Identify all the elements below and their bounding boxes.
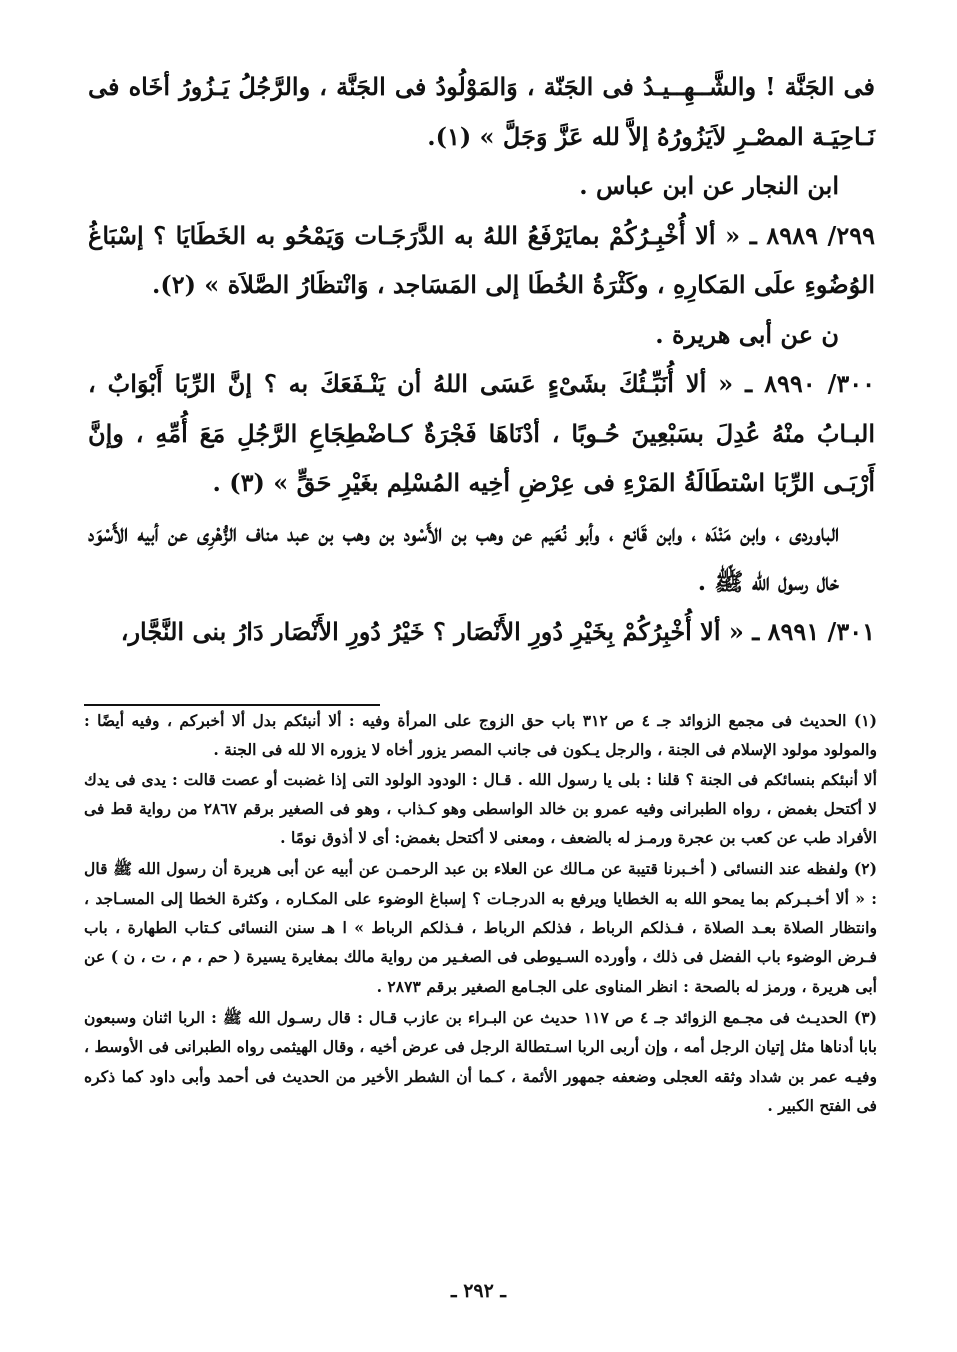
hadith-301: ٣٠١/ ٨٩٩١ ـ « ألا أُخْبِرُكُمْ بِخَيْرِ دُورِ الأَنْصَار ؟ خَيْرُ دُورِ الأَنْصَار دَارُ بنى النَّجَّار،: [120, 616, 875, 646]
footnotes: [84, 706, 877, 1122]
page-number: ـ ٢٩٢ ـ: [451, 1280, 506, 1302]
main-text: [88, 62, 875, 656]
footnote-text: ألا أنبئكم بنسائكم فى الجنة ؟ قلنا : بلى يا رسول الله . قـال : الودود الولود التى إذا غضبت أو عصت قالت : يدى فى يدك لا أكتحل بغمض ، رواه الطبرانى وفيه عمرو بن خالد الواسطى وهو كـذاب ، وهو فى الصغير برقم ٢٨٦٧ من رواية قط فى الأفراد طب عن كعب بن عجرة ورمـز له بالضعف ، ومعنى لا أكتحل بغمض: أى لا أذوق نومًا .: [84, 769, 877, 848]
hadith-source: ابن النجار عن ابن عباس .: [579, 171, 839, 200]
footnote-3: [84, 1003, 877, 1120]
hadith-source: ن عن أبى هريرة .: [655, 319, 839, 349]
footnote-2: [84, 854, 877, 1000]
hadith-299: ٢٩٩/ ٨٩٨٩ ـ « ألا أُخْبِـرُكُمْ بمايَرْفَعُ اللهُ به الدَّرَجَـات وَيَمْحُو به الخَطَايَا ؟ إسْبَاغُ الوُضُوءِ علَى المَكارِهِ ، وكَثْرَةُ الخُطَا إلى المَسَاجد ، وَانْتظَارُ الصَّلاَة » (٢).: [88, 220, 875, 299]
footnote-1: [84, 706, 877, 852]
hadith-300: ٣٠٠/ ٨٩٩٠ ـ « ألا أُنَبِّـئُكَ بشَىْءٍ عَسَى اللهُ أن يَنْـفَعَكَ به ؟ إنَّ الرِّبَا أَبْوَابٌ ، البـابُ منْهُ عُدِلَ بسَبْعِينَ حُـوبًا ، أدْنَاهَا فَجْرَةٌ كـاضْطِجَاعِ الرَّجُلِ مَعَ أُمِّهِ ، وإنَّ أَرْبَـى الرِّبَا اسْتطَالَةُ المَرْءِ فى عِرْضِ أخِيه المُسْلِم بغَيْرِ حَقٍّ » (٣) .: [88, 369, 876, 497]
hadith-source: الباوردى ، وابن مَنْدَه ، وابن قَانع ، وأبو نُعَيم عن وهب بن الأَسْود بن وهب بن عبد مناف الزُّهْرِى عن أبيه الأَسْوَد خال رسول الله ﷺ .: [88, 517, 839, 596]
hadith-continuation: فى الجَنَّة ! والشَّــهِــيـدُ فى الجَنّة ، وَالمَوْلُودُ فى الجَنَّة ، والرَّجُلُ يَـزُورُ أخَاه فى نَـاحِيَـة المصْـرِ لاَيَزُورُهُ إلاَّ لله عَزَّ وَجَلَّ » (١).: [88, 72, 875, 151]
footnote-text: (٢) ولفظه عند النسائى ( أخـبرنا قتيبة عن مـالك عن العلاء بن عبد الرحمـن عن أبيه عن أبى هريرة أن رسول الله ﷺ قال : « ألا أخـبـركم بما يمحو الله به الخطايا ويرفع به الدرجـات ؟ إسباغ الوضوء على المكـاره ، وكثرة الخطا إلى المسـاجد ، وانتظار الصلاة بعـد الصلاة ، فـذلكم الرباط ، فذلكم الرباط ، فـذلكم الرباط » ا هـ سنن النسائى كـتاب الطهارة ، باب فـرض الوضوء باب الفضل فى ذلك ، وأورده السـيوطى فى الصغـير من رواية مالك بمغايرة يسيرة ( حم ، م ، ت ، ن ) عن أبى هريرة ، ورمز له بالصحة : انظر المناوى على الجـامع الصغير برقم ٢٨٧٣ .: [84, 859, 877, 996]
footnote-text: (١) الحديث فى مجمع الزوائد جـ ٤ ص ٣١٢ باب حق الزوج على المرأة وفيه : ألا أنبئكم بدل ألا أخبركم ، وفيه أيضًا : والمولود مولود الإسلام فى الجنة ، والرجل يـكون فى جانب المصر يزور أخاه لا يزوره الا لله فى الجنة .: [84, 711, 877, 760]
footnote-text: (٣) الحديـث فى مجـمع الزوائد جـ ٤ ص ١١٧ حديث عن البـراء بن عازب قـال : قال رسـول الله ﷺ : الربا اثنان وسبعون بابا أدناها مثل إتيان الرجل أمه ، وإن أربى الربا اسـتطالة الرجل فى عرض أخيه ، وقال الهيثمى رواه الطبرانى فى الأوسط ، وفيـه عمر بن شداد وثقه العجلى وضعفه جمهور الأئمة ، كـما أن الشطر الأخير من الحديث فى أحمد وأبى داود كما ذكره فى الفتح الكبير .: [84, 1007, 877, 1115]
